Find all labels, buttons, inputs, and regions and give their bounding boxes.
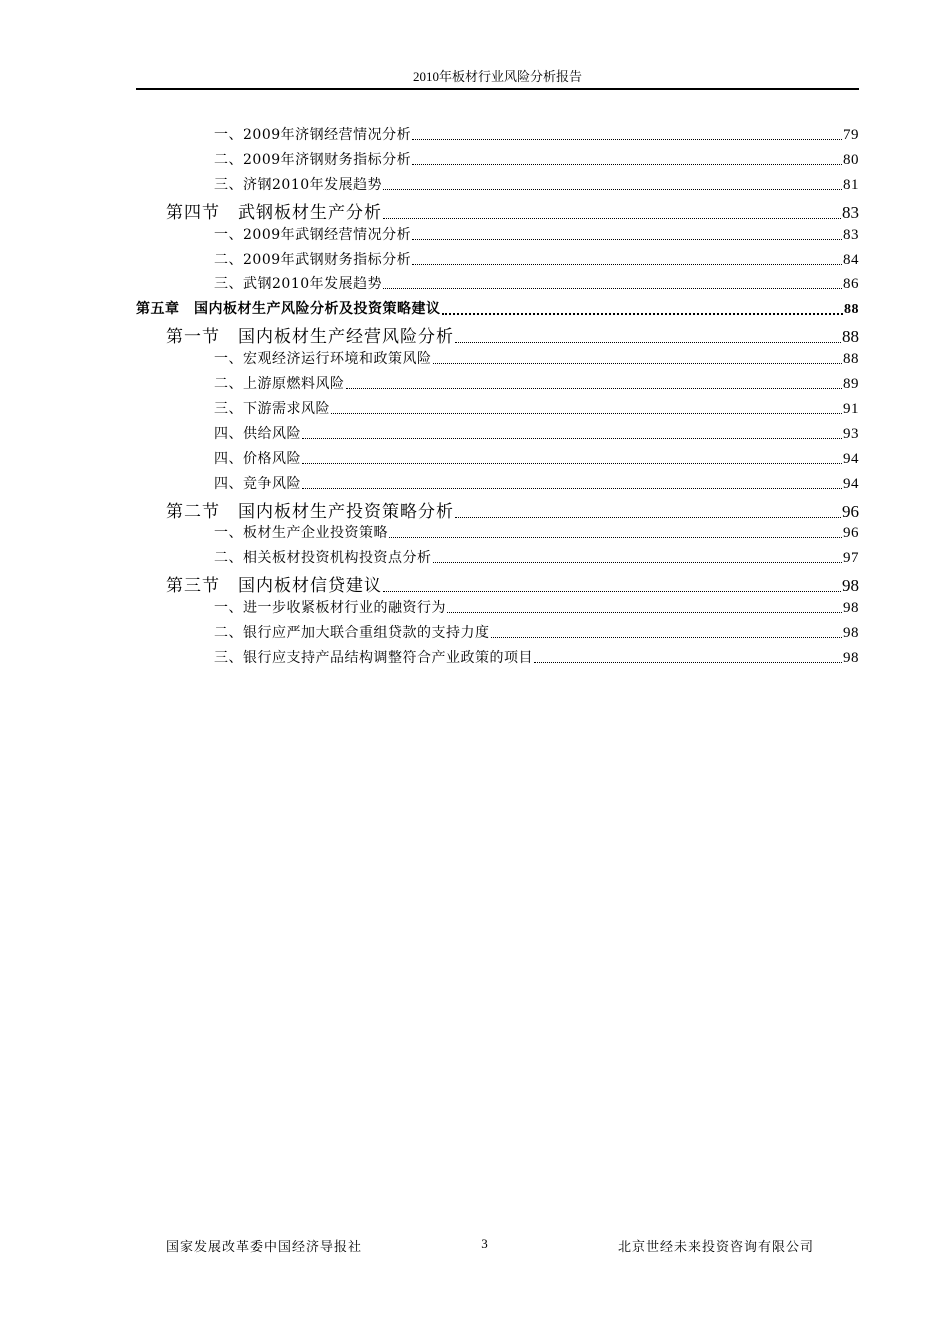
toc-dot-leader: [412, 139, 842, 140]
toc-dot-leader: [302, 488, 842, 489]
toc-entry-label: 四、供给风险: [214, 425, 301, 442]
toc-dot-leader: [433, 363, 843, 364]
toc-entry-label: 四、竞争风险: [214, 475, 301, 492]
toc-dot-leader: [412, 164, 842, 165]
toc-entry-item[interactable]: [214, 398, 859, 418]
toc-entry-page-number: 94: [843, 450, 859, 467]
toc-dot-leader: [442, 313, 844, 315]
toc-entry-label: 一、2009年武钢经营情况分析: [214, 226, 412, 243]
toc-entry-label: 一、宏观经济运行环境和政策风险: [214, 351, 432, 368]
toc-dot-leader: [447, 612, 842, 613]
toc-entry-item[interactable]: [214, 423, 859, 443]
toc-entry-item[interactable]: [214, 473, 859, 493]
toc-entry-page-number: 98: [843, 649, 859, 666]
toc-dot-leader: [383, 218, 841, 219]
footer-right-company: 北京世经未来投资咨询有限公司: [618, 1240, 815, 1255]
toc-entry-chapter[interactable]: [136, 298, 859, 318]
toc-dot-leader: [455, 517, 841, 518]
toc-entry-page-number: 83: [843, 226, 859, 243]
toc-dot-leader: [302, 438, 842, 439]
toc-entry-label: 二、相关板材投资机构投资点分析: [214, 550, 432, 567]
toc-entry-item[interactable]: [214, 647, 859, 667]
footer-left-publisher: 国家发展改革委中国经济导报社: [166, 1240, 363, 1255]
toc-entry-label: 一、进一步收紧板材行业的融资行为: [214, 600, 446, 617]
toc-entry-label: 三、济钢2010年发展趋势: [214, 176, 383, 193]
toc-entry-item[interactable]: [214, 448, 859, 468]
toc-entry-section[interactable]: [166, 198, 859, 223]
toc-entry-page-number: 98: [842, 576, 859, 596]
toc-entry-label: 一、2009年济钢经营情况分析: [214, 127, 412, 143]
toc-entry-page-number: 97: [843, 550, 859, 567]
toc-entry-item[interactable]: [214, 547, 859, 567]
toc-dot-leader: [383, 189, 842, 190]
toc-entry-item[interactable]: [214, 622, 859, 642]
footer-page-number: 3: [481, 1236, 489, 1251]
toc-entry-label: 二、2009年武钢财务指标分析: [214, 251, 412, 268]
toc-entry-page-number: 79: [843, 127, 859, 143]
toc-entry-label: 三、下游需求风险: [214, 400, 330, 417]
toc-entry-label: 第二节 国内板材生产投资策略分析: [166, 501, 454, 522]
toc-entry-item[interactable]: [214, 224, 859, 244]
toc-entry-page-number: 98: [843, 600, 859, 617]
toc-dot-leader: [302, 463, 842, 464]
toc-dot-leader: [412, 239, 842, 240]
toc-dot-leader: [412, 264, 842, 265]
toc-entry-item[interactable]: [214, 597, 859, 617]
toc-entry-page-number: 88: [843, 351, 859, 368]
toc-entry-section[interactable]: [166, 322, 859, 347]
toc-entry-label: 四、价格风险: [214, 450, 301, 467]
toc-dot-leader: [534, 662, 842, 663]
page-header-title: 2010年板材行业风险分析报告: [412, 69, 582, 84]
toc-dot-leader: [433, 562, 843, 563]
toc-entry-label: 一、板材生产企业投资策略: [214, 525, 388, 542]
toc-entry-page-number: 91: [843, 400, 859, 417]
toc-entry-label: 第四节 武钢板材生产分析: [166, 202, 382, 223]
toc-dot-leader: [383, 288, 842, 289]
toc-entry-page-number: 93: [843, 425, 859, 442]
toc-dot-leader: [346, 388, 843, 389]
toc-entry-page-number: 84: [843, 251, 859, 268]
toc-dot-leader: [383, 591, 841, 592]
toc-entry-item[interactable]: [214, 522, 859, 542]
toc-entry-item[interactable]: [214, 174, 859, 194]
toc-entry-label: 第一节 国内板材生产经营风险分析: [166, 327, 454, 348]
toc-entry-page-number: 96: [843, 525, 859, 542]
toc-entry-page-number: 96: [842, 501, 859, 521]
toc-entry-label: 第五章 国内板材生产风险分析及投资策略建议: [136, 301, 441, 318]
toc-dot-leader: [331, 413, 842, 414]
toc-entry-page-number: 88: [842, 327, 859, 347]
toc-entry-page-number: 83: [842, 202, 859, 222]
toc-entry-item[interactable]: [214, 373, 859, 393]
toc-entry-item[interactable]: [214, 124, 859, 144]
toc-entry-item[interactable]: [214, 273, 859, 293]
toc-entry-page-number: 80: [843, 151, 859, 168]
toc-entry-section[interactable]: [166, 497, 859, 522]
toc-entry-label: 三、武钢2010年发展趋势: [214, 276, 383, 293]
toc-entry-page-number: 98: [843, 625, 859, 641]
toc-dot-leader: [389, 537, 842, 538]
toc-entry-page-number: 88: [844, 302, 859, 318]
toc-entry-section[interactable]: [166, 571, 859, 596]
toc-entry-label: 二、2009年济钢财务指标分析: [214, 151, 412, 168]
toc-entry-page-number: 86: [843, 276, 859, 293]
toc-entry-item[interactable]: [214, 249, 859, 269]
toc-entry-page-number: 94: [843, 475, 859, 492]
toc-entry-label: 二、上游原燃料风险: [214, 376, 345, 392]
toc-dot-leader: [455, 342, 841, 343]
toc-entry-label: 三、银行应支持产品结构调整符合产业政策的项目: [214, 649, 533, 666]
toc-entry-page-number: 81: [843, 176, 859, 193]
toc-entry-item[interactable]: [214, 149, 859, 169]
toc-entry-page-number: 89: [843, 376, 859, 392]
toc-entry-label: 第三节 国内板材信贷建议: [166, 576, 382, 597]
toc-entry-item[interactable]: [214, 348, 859, 368]
toc-entry-label: 二、银行应严加大联合重组贷款的支持力度: [214, 625, 490, 641]
toc-dot-leader: [491, 637, 843, 638]
